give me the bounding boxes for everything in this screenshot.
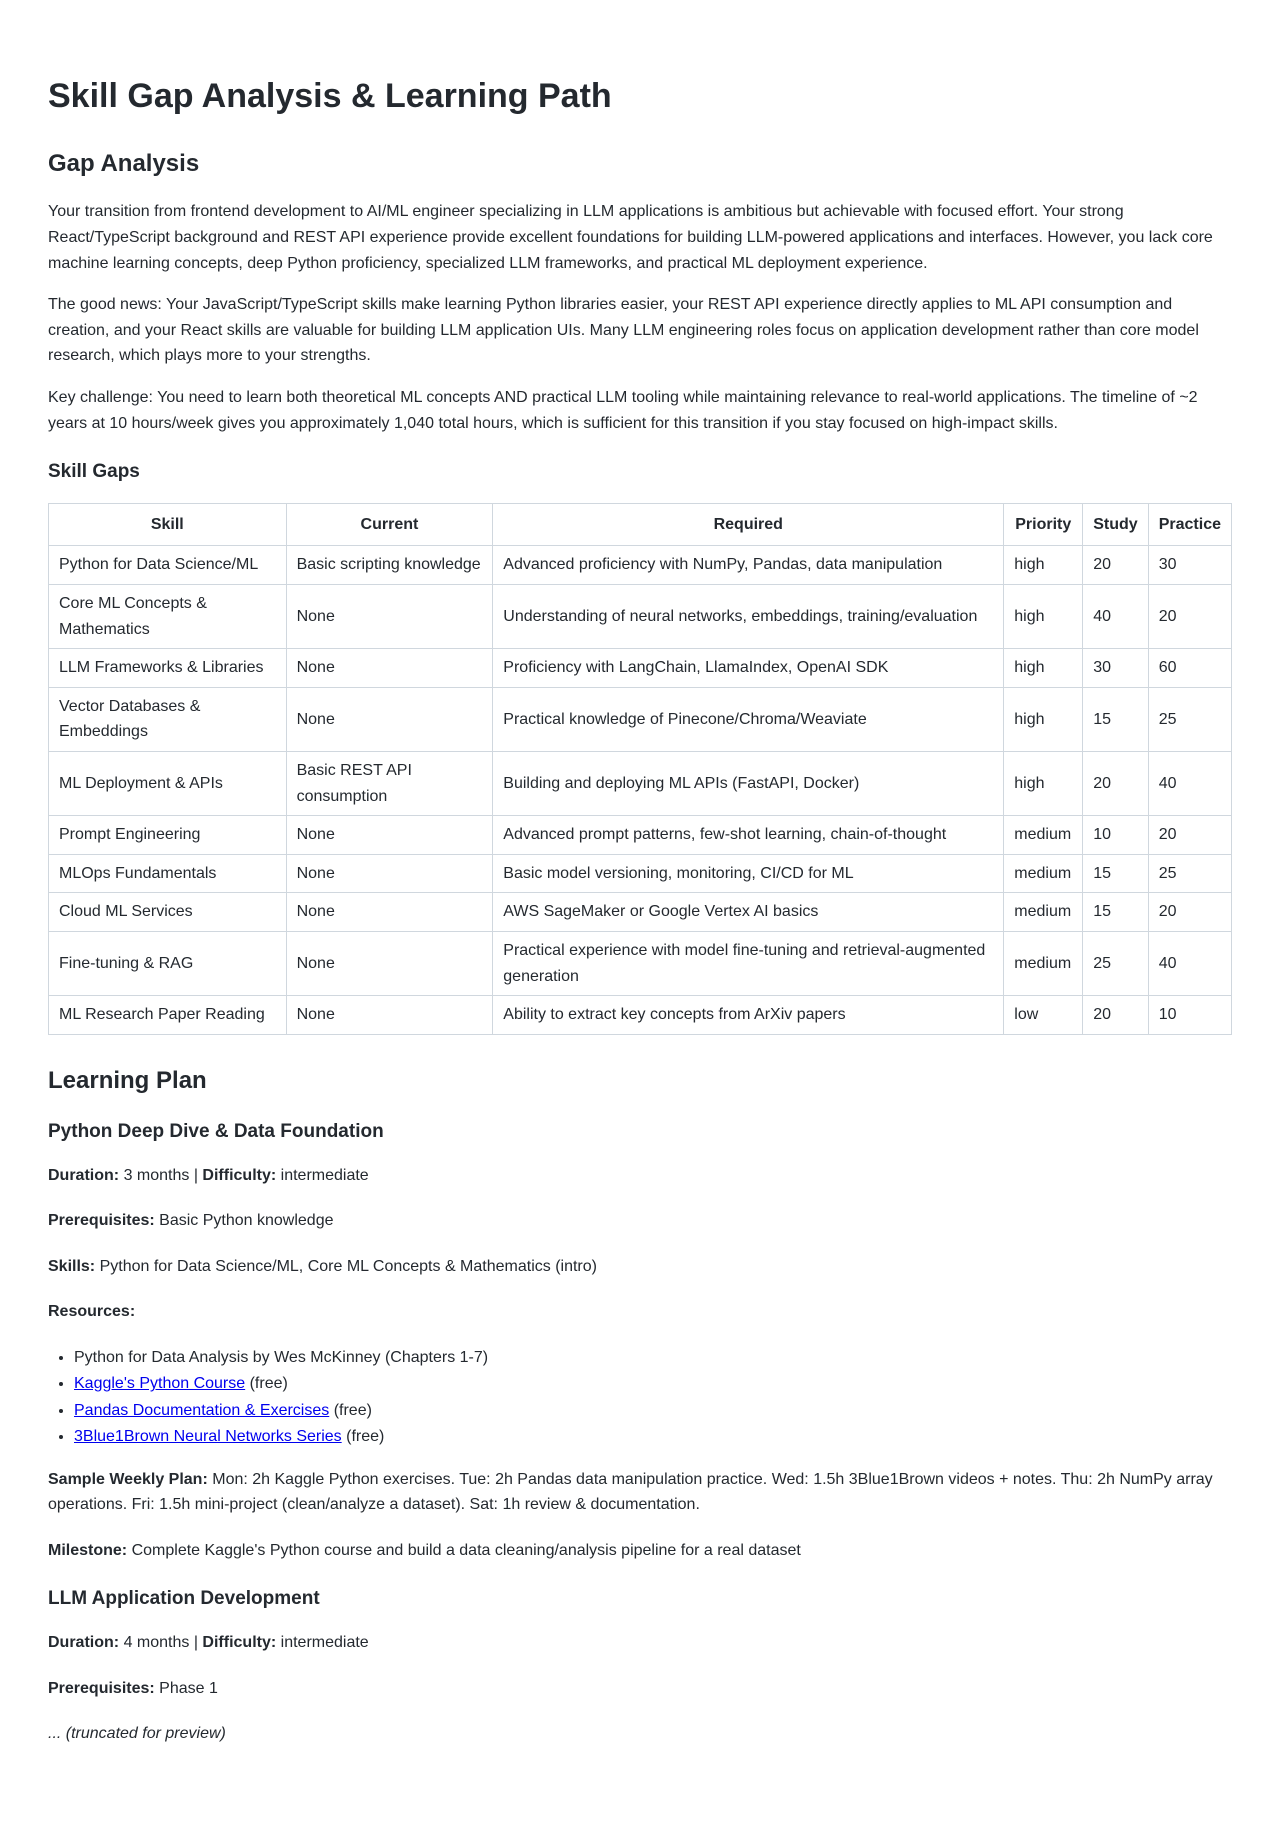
phase-skills-line — [48, 1254, 1232, 1280]
table-row — [49, 816, 1232, 855]
table-row — [49, 854, 1232, 893]
resource-link-3blue1brown[interactable]: 3Blue1Brown Neural Networks Series — [74, 1428, 342, 1446]
cell-required: Practical knowledge of Pinecone/Chroma/Weaviate — [493, 687, 1004, 751]
cell-study: 15 — [1083, 687, 1148, 751]
resource-link-pandas-docs[interactable]: Pandas Documentation & Exercises — [74, 1401, 330, 1419]
gap-analysis-heading: Gap Analysis — [48, 150, 200, 178]
cell-study: 15 — [1083, 893, 1148, 932]
phase-title: LLM Application Development — [48, 1588, 320, 1610]
cell-priority: high — [1004, 751, 1083, 815]
cell-skill: Vector Databases & Embeddings — [49, 687, 287, 751]
resource-text: Python for Data Analysis by Wes McKinney (Chapters 1-7) — [74, 1348, 489, 1366]
cell-skill: Core ML Concepts & Mathematics — [49, 585, 287, 649]
gap-analysis-paragraph: Key challenge: You need to learn both theoretical ML concepts AND practical LLM tooling while maintaining relevance to real-world applications. The timeline of ~2 years at 10 hours/week gives you approximately 1,040 total hours, which is sufficient for this transition if you stay focused on high-impact skills. — [48, 388, 1198, 432]
cell-practice: 25 — [1148, 687, 1231, 751]
separator: | — [189, 1166, 203, 1184]
table-row — [49, 996, 1232, 1035]
cell-study: 20 — [1083, 996, 1148, 1035]
cell-skill: ML Deployment & APIs — [49, 751, 287, 815]
phase-prerequisites-line — [48, 1676, 1232, 1702]
cell-priority: low — [1004, 996, 1083, 1035]
resources-list — [48, 1345, 1232, 1451]
cell-study: 10 — [1083, 816, 1148, 855]
truncated-note: ... (truncated for preview) — [48, 1725, 226, 1743]
prerequisites-label: Prerequisites: — [48, 1679, 155, 1697]
cell-current: None — [286, 931, 493, 995]
cell-practice: 40 — [1148, 931, 1231, 995]
resource-link-kaggle-python[interactable]: Kaggle's Python Course — [74, 1375, 246, 1393]
cell-required: AWS SageMaker or Google Vertex AI basics — [493, 893, 1004, 932]
cell-current: Basic REST API consumption — [286, 751, 493, 815]
table-header-row — [49, 503, 1232, 546]
skill-gaps-table — [48, 503, 1232, 1035]
skills-value: Python for Data Science/ML, Core ML Concepts & Mathematics (intro) — [99, 1257, 597, 1275]
weekly-plan-value: Mon: 2h Kaggle Python exercises. Tue: 2h Pandas data manipulation practice. Wed: 1.5h 3Blue1Brown videos + notes. Thu: 2h NumPy array operations. Fri: 1.5h mini-project (clean/analyze a dataset). Sat: 1h review & documentation. — [48, 1470, 1213, 1514]
cell-practice: 25 — [1148, 854, 1231, 893]
cell-priority: medium — [1004, 816, 1083, 855]
duration-label: Duration: — [48, 1166, 120, 1184]
list-item — [74, 1424, 1232, 1450]
cell-skill: Fine-tuning & RAG — [49, 931, 287, 995]
cell-current: None — [286, 854, 493, 893]
cell-required: Building and deploying ML APIs (FastAPI, Docker) — [493, 751, 1004, 815]
cell-practice: 60 — [1148, 649, 1231, 688]
phase-resources-line — [48, 1299, 1232, 1325]
cell-priority: high — [1004, 649, 1083, 688]
duration-label: Duration: — [48, 1634, 120, 1651]
duration-value: 4 months — [123, 1634, 190, 1651]
prerequisites-value: Phase 1 — [159, 1679, 218, 1697]
list-item — [74, 1345, 1232, 1371]
gap-analysis-paragraph: The good news: Your JavaScript/TypeScript skills make learning Python libraries easier, your REST API experience directly applies to ML API consumption and creation, and your React skills are valuable for building LLM application UIs. Many LLM engineering roles focus on application development rather than core model research, which plays more to your strengths. — [48, 296, 1199, 365]
table-row — [49, 546, 1232, 585]
cell-priority: medium — [1004, 854, 1083, 893]
cell-practice: 20 — [1148, 816, 1231, 855]
phase-duration-line — [48, 1630, 1232, 1656]
phase-title: Python Deep Dive & Data Foundation — [48, 1120, 384, 1142]
table-row — [49, 687, 1232, 751]
cell-skill: MLOps Fundamentals — [49, 854, 287, 893]
column-header-current: Current — [286, 503, 493, 546]
cell-priority: medium — [1004, 931, 1083, 995]
phase-prerequisites-line — [48, 1208, 1232, 1234]
cell-current: None — [286, 996, 493, 1035]
difficulty-label: Difficulty: — [202, 1634, 277, 1651]
cell-current: None — [286, 649, 493, 688]
cell-current: Basic scripting knowledge — [286, 546, 493, 585]
cell-current: None — [286, 687, 493, 751]
cell-study: 20 — [1083, 546, 1148, 585]
cell-priority: high — [1004, 687, 1083, 751]
cell-practice: 40 — [1148, 751, 1231, 815]
phase-milestone-line — [48, 1538, 1232, 1564]
prerequisites-value: Basic Python knowledge — [159, 1212, 334, 1230]
table-row — [49, 931, 1232, 995]
cell-skill: Cloud ML Services — [49, 893, 287, 932]
cell-current: None — [286, 893, 493, 932]
cell-required: Advanced prompt patterns, few-shot learning, chain-of-thought — [493, 816, 1004, 855]
cell-required: Advanced proficiency with NumPy, Pandas, data manipulation — [493, 546, 1004, 585]
cell-required: Proficiency with LangChain, LlamaIndex, OpenAI SDK — [493, 649, 1004, 688]
cell-required: Practical experience with model fine-tuning and retrieval-augmented generation — [493, 931, 1004, 995]
cell-priority: high — [1004, 585, 1083, 649]
table-row — [49, 649, 1232, 688]
cell-skill: ML Research Paper Reading — [49, 996, 287, 1035]
cell-priority: medium — [1004, 893, 1083, 932]
cell-study: 20 — [1083, 751, 1148, 815]
page-title: Skill Gap Analysis & Learning Path — [48, 77, 612, 115]
table-row — [49, 751, 1232, 815]
cell-required: Ability to extract key concepts from ArXiv papers — [493, 996, 1004, 1035]
cell-study: 40 — [1083, 585, 1148, 649]
column-header-priority: Priority — [1004, 503, 1083, 546]
cell-required: Understanding of neural networks, embeddings, training/evaluation — [493, 585, 1004, 649]
resource-suffix: (free) — [329, 1401, 372, 1419]
milestone-value: Complete Kaggle's Python course and build a data cleaning/analysis pipeline for a real dataset — [131, 1541, 801, 1559]
skill-gaps-body — [49, 546, 1232, 1034]
column-header-skill: Skill — [49, 503, 287, 546]
column-header-study: Study — [1083, 503, 1148, 546]
difficulty-label: Difficulty: — [202, 1166, 277, 1184]
weekly-plan-label: Sample Weekly Plan: — [48, 1470, 208, 1488]
learning-plan-heading: Learning Plan — [48, 1066, 207, 1094]
column-header-required: Required — [493, 503, 1004, 546]
cell-study: 30 — [1083, 649, 1148, 688]
cell-practice: 20 — [1148, 893, 1231, 932]
phase-duration-line — [48, 1163, 1232, 1189]
cell-skill: Python for Data Science/ML — [49, 546, 287, 585]
difficulty-value: intermediate — [280, 1634, 369, 1651]
duration-value: 3 months — [123, 1166, 190, 1184]
resource-suffix: (free) — [245, 1375, 288, 1393]
gap-analysis-paragraph: Your transition from frontend development to AI/ML engineer specializing in LLM applications is ambitious but achievable with focused effort. Your strong React/TypeScript background and REST API experience provide excellent foundations for building LLM-powered applications and interfaces. However, you lack core machine learning concepts, deep Python proficiency, specialized LLM frameworks, and practical ML deployment experience. — [48, 203, 1213, 272]
cell-study: 25 — [1083, 931, 1148, 995]
resource-suffix: (free) — [341, 1428, 385, 1446]
cell-skill: Prompt Engineering — [49, 816, 287, 855]
cell-study: 15 — [1083, 854, 1148, 893]
cell-skill: LLM Frameworks & Libraries — [49, 649, 287, 688]
table-row — [49, 893, 1232, 932]
cell-current: None — [286, 816, 493, 855]
resources-label: Resources: — [48, 1303, 136, 1321]
table-row — [49, 585, 1232, 649]
cell-practice: 30 — [1148, 546, 1231, 585]
cell-current: None — [286, 585, 493, 649]
cell-practice: 20 — [1148, 585, 1231, 649]
cell-priority: high — [1004, 546, 1083, 585]
skills-label: Skills: — [48, 1257, 96, 1275]
list-item — [74, 1371, 1232, 1397]
phase-weekly-plan-line — [48, 1467, 1232, 1518]
cell-required: Basic model versioning, monitoring, CI/CD for ML — [493, 854, 1004, 893]
cell-practice: 10 — [1148, 996, 1231, 1035]
prerequisites-label: Prerequisites: — [48, 1212, 155, 1230]
difficulty-value: intermediate — [280, 1166, 369, 1184]
separator: | — [189, 1634, 203, 1651]
milestone-label: Milestone: — [48, 1541, 128, 1559]
list-item — [74, 1398, 1232, 1424]
skill-gaps-heading: Skill Gaps — [48, 461, 140, 483]
column-header-practice: Practice — [1148, 503, 1231, 546]
